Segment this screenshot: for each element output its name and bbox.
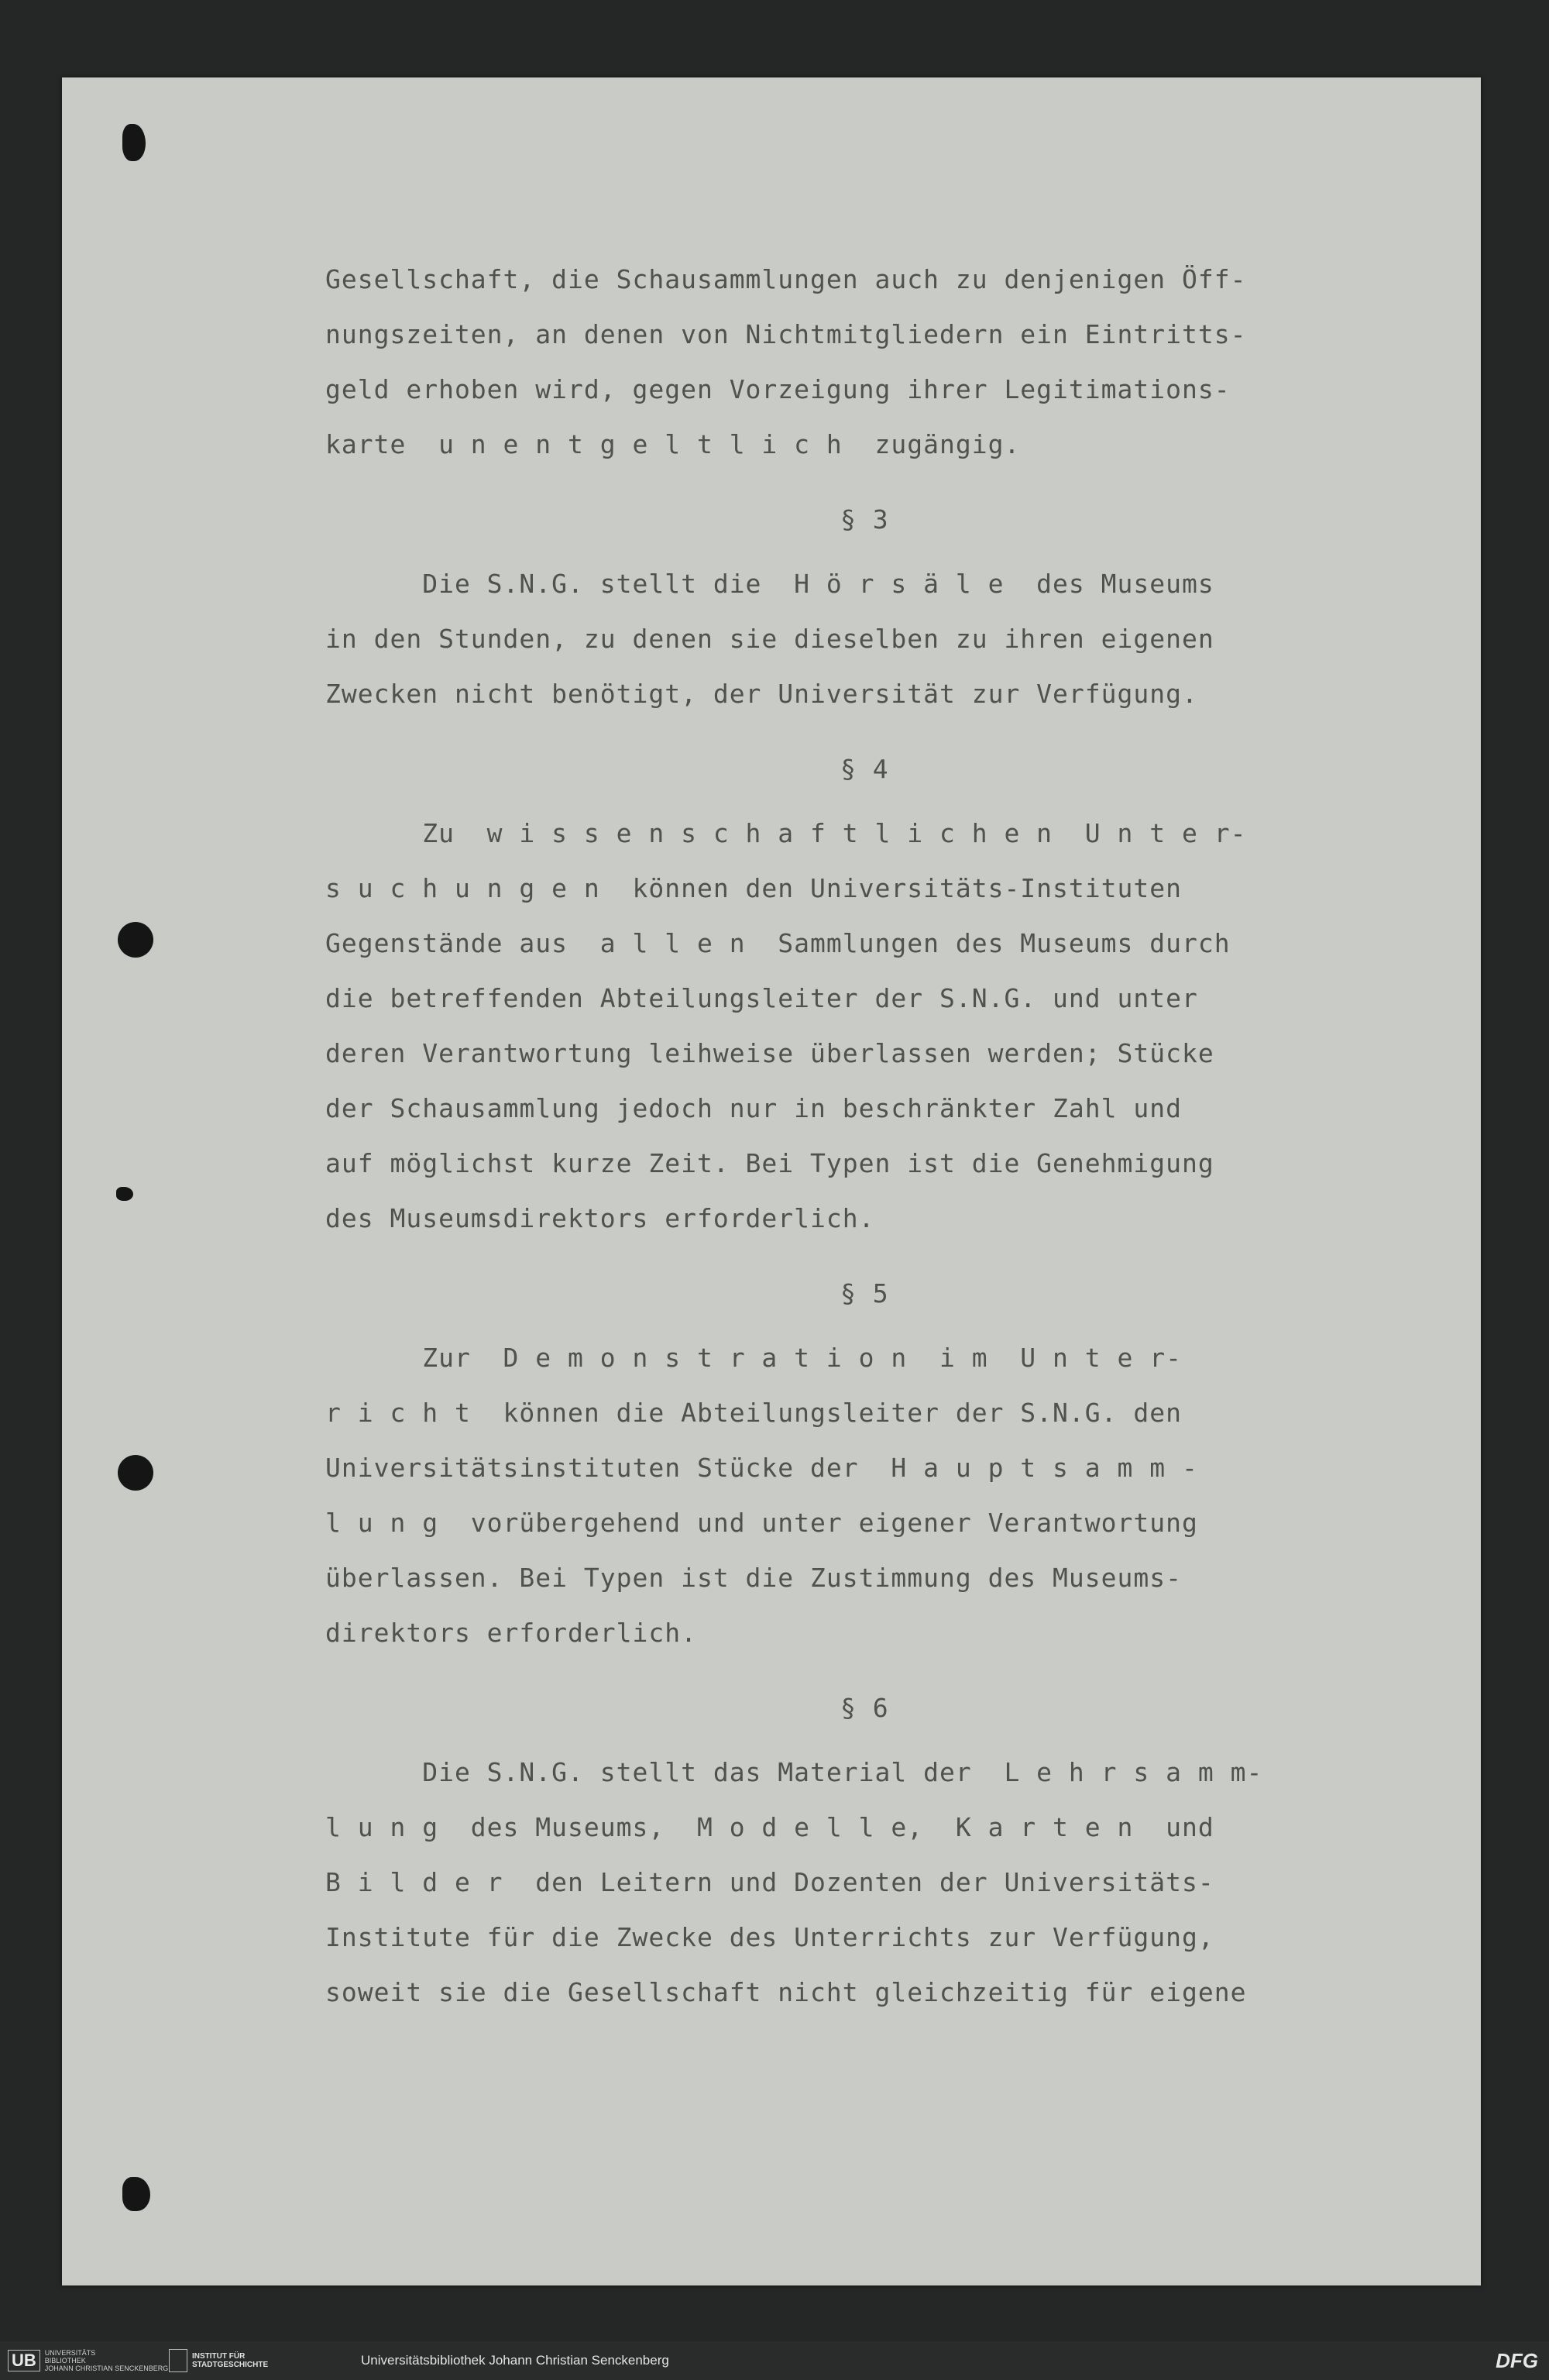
text-line: Institute für die Zwecke des Unterrichts zur Verfügung, — [325, 1922, 1214, 1952]
dfg-logo: DFG — [1496, 2349, 1538, 2372]
paragraph — [325, 252, 1425, 472]
section-heading: § 3 — [840, 504, 889, 535]
text-line: des Museumsdirektors erforderlich. — [325, 1203, 875, 1233]
text-line: Universitätsinstituten Stücke der H a u p t s a m m - — [325, 1453, 1198, 1483]
text-line: Gesellschaft, die Schausammlungen auch zu denjenigen Öff- — [325, 264, 1247, 294]
ub-mark: UB — [8, 2350, 40, 2371]
text-line: karte u n e n t g e l t l i c h zugängig. — [325, 429, 1021, 459]
text-line: Zwecken nicht benötigt, der Universität zur Verfügung. — [325, 679, 1198, 709]
section-heading: § 4 — [840, 754, 889, 784]
text-line: s u c h u n g e n können den Universitäts-Instituten — [325, 873, 1182, 903]
institute-caption: INSTITUT FÜR STADTGESCHICHTE — [192, 2352, 269, 2369]
punch-hole-lower — [118, 1455, 153, 1491]
institute-mark-icon — [169, 2349, 187, 2372]
text-line: soweit sie die Gesellschaft nicht gleichzeitig für eigene — [325, 1977, 1247, 2007]
text-line: überlassen. Bei Typen ist die Zustimmung des Museums- — [325, 1563, 1182, 1593]
text-line: l u n g vorübergehend und unter eigener Verantwortung — [325, 1508, 1198, 1538]
section-paragraph — [325, 556, 1425, 721]
punch-mark-middle — [116, 1187, 133, 1201]
section-paragraph — [325, 1330, 1425, 1660]
text-line: l u n g des Museums, M o d e l l e, K a r t e n und — [325, 1812, 1214, 1842]
text-line: Zur D e m o n s t r a t i o n i m U n t e r- — [325, 1343, 1182, 1373]
section-paragraph — [325, 806, 1425, 1246]
section-paragraph — [325, 1745, 1425, 2020]
viewer-footer — [0, 2341, 1549, 2380]
text-line: r i c h t können die Abteilungsleiter der S.N.G. den — [325, 1398, 1182, 1428]
ub-logo — [8, 2349, 168, 2372]
text-line: der Schausammlung jedoch nur in beschränkter Zahl und — [325, 1093, 1182, 1123]
document-sheet — [62, 77, 1481, 2285]
section-heading: § 6 — [840, 1693, 889, 1723]
punch-hole-upper — [118, 922, 153, 958]
text-line: auf möglichst kurze Zeit. Bei Typen ist die Genehmigung — [325, 1148, 1214, 1178]
text-line: Die S.N.G. stellt die H ö r s ä l e des Museums — [325, 569, 1214, 599]
library-name: Universitätsbibliothek Johann Christian Senckenberg — [361, 2353, 669, 2368]
text-line: B i l d e r den Leitern und Dozenten der Universitäts- — [325, 1867, 1214, 1897]
institute-logo — [169, 2349, 268, 2372]
punch-hole-top — [122, 124, 146, 161]
text-line: in den Stunden, zu denen sie dieselben zu ihren eigenen — [325, 624, 1214, 654]
text-line: geld erhoben wird, gegen Vorzeigung ihrer Legitimations- — [325, 374, 1231, 404]
ub-caption: UNIVERSITÄTS BIBLIOTHEK JOHANN CHRISTIAN SENCKENBERG — [44, 2349, 169, 2372]
document-body — [325, 252, 1425, 2040]
text-line: Gegenstände aus a l l e n Sammlungen des Museums durch — [325, 928, 1231, 958]
text-line: direktors erforderlich. — [325, 1618, 697, 1648]
text-line: nungszeiten, an denen von Nichtmitgliedern ein Eintritts- — [325, 319, 1247, 349]
text-line: deren Verantwortung leihweise überlassen werden; Stücke — [325, 1038, 1214, 1068]
section-heading: § 5 — [840, 1278, 889, 1309]
text-line: Die S.N.G. stellt das Material der L e h r s a m m- — [325, 1757, 1263, 1787]
text-line: Zu w i s s e n s c h a f t l i c h e n U n t e r- — [325, 818, 1247, 848]
text-line: die betreffenden Abteilungsleiter der S.N.G. und unter — [325, 983, 1198, 1013]
punch-hole-bottom — [122, 2177, 150, 2211]
